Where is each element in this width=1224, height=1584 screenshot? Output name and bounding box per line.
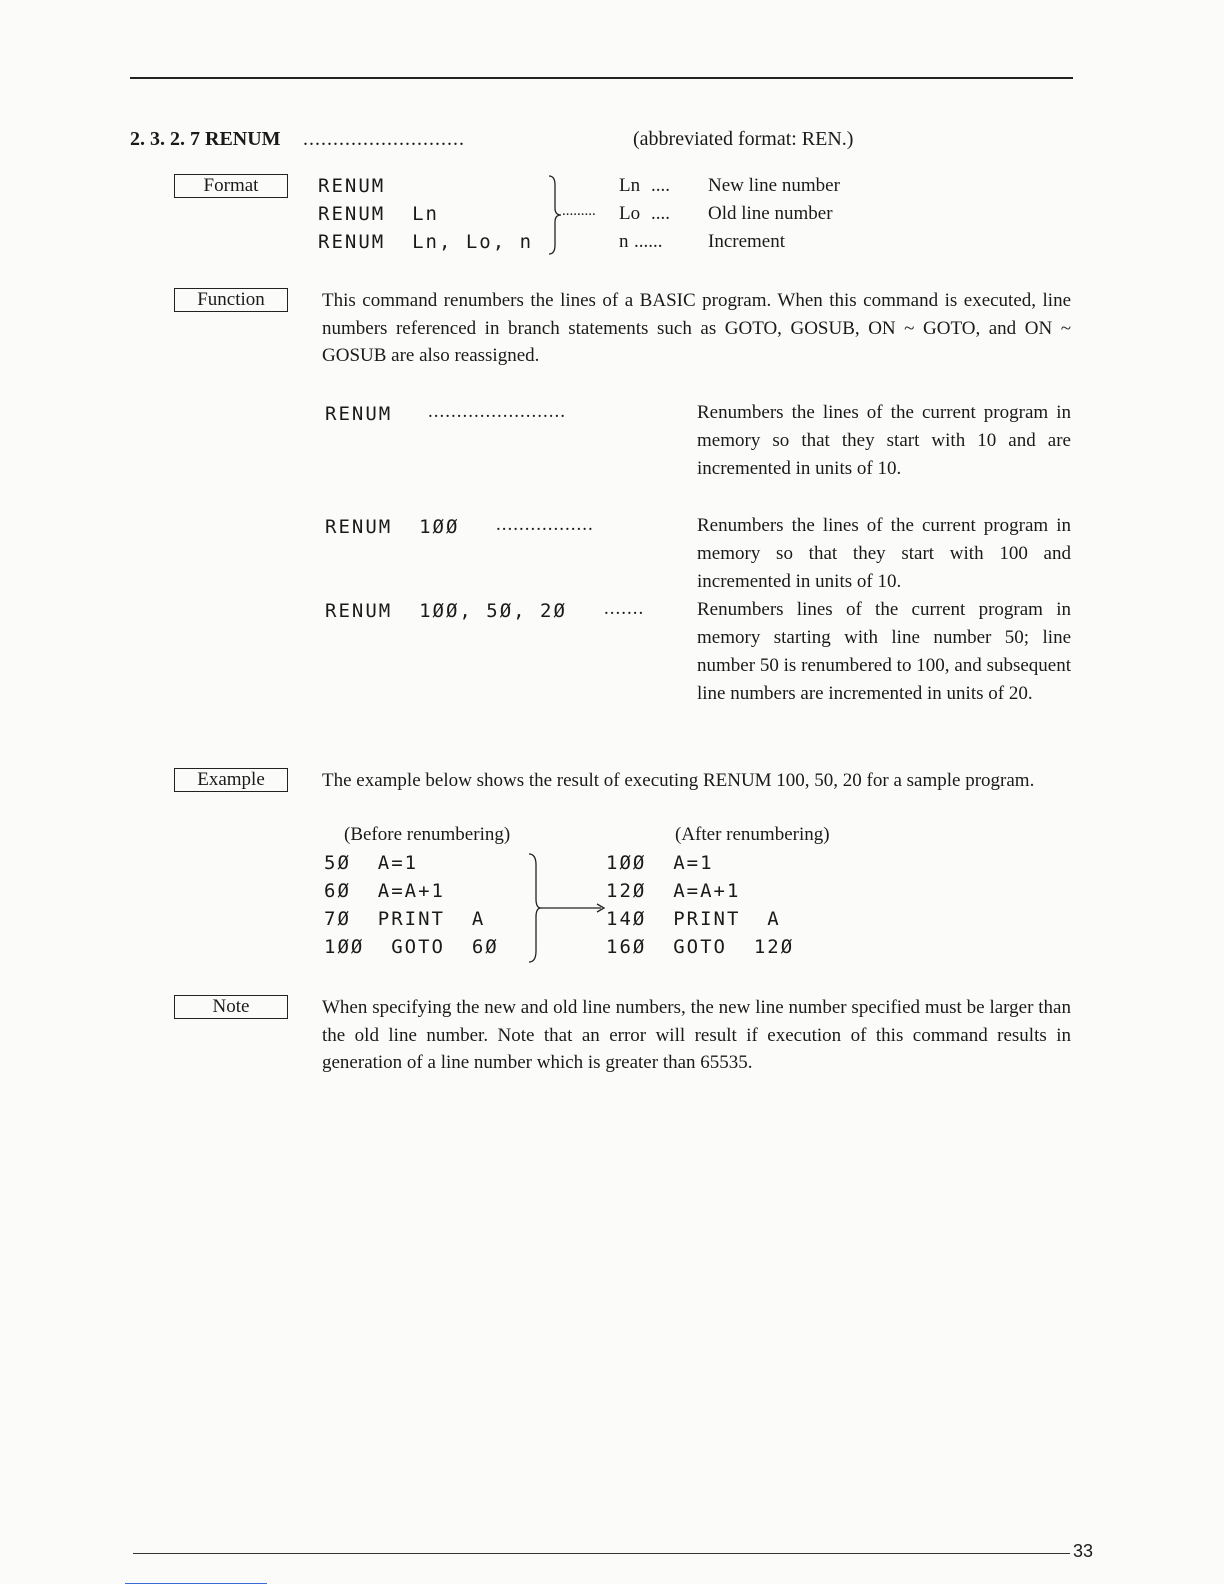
example-text: The example below shows the result of executing RENUM 100, 50, 20 for a sample program. xyxy=(322,770,1035,791)
after-line-2: 12Ø A=A+1 xyxy=(606,880,741,902)
section-abbrev: (abbreviated format: REN.) xyxy=(633,128,854,150)
footer-rule xyxy=(133,1553,1070,1554)
param-lo-leader: .... xyxy=(651,203,670,224)
section-title: 2. 3. 2. 7 RENUM xyxy=(130,128,281,150)
after-line-4: 16Ø GOTO 12Ø xyxy=(606,936,795,958)
function-desc-1: Renumbers the lines of the current program in memory so that they start with 10 and are incremented in units of 10. xyxy=(697,402,1071,479)
example-brace xyxy=(528,853,542,963)
function-desc-3: Renumbers lines of the current program in memory starting with line number 50; line number 50 is renumbered to 100, and subsequent line numbers are incremented in units of 20. xyxy=(697,599,1071,704)
function-label: Function xyxy=(174,288,288,312)
format-line-3: RENUM Ln, Lo, n xyxy=(318,231,534,253)
function-cmd-2: RENUM 1ØØ xyxy=(325,516,460,538)
after-line-1: 1ØØ A=1 xyxy=(606,852,714,874)
function-leader-2: ................. xyxy=(496,514,594,535)
function-cmd-1: RENUM xyxy=(325,403,393,425)
format-line-2: RENUM Ln xyxy=(318,203,439,225)
after-line-3: 14Ø PRINT A xyxy=(606,908,781,930)
param-ln-leader: .... xyxy=(651,175,670,196)
before-line-4: 1ØØ GOTO 6Ø xyxy=(324,936,499,958)
function-cmd-3: RENUM 1ØØ, 5Ø, 2Ø xyxy=(325,600,567,622)
param-ln-name: Ln xyxy=(619,175,641,196)
format-connector: ......... xyxy=(562,203,596,219)
before-line-3: 7Ø PRINT A xyxy=(324,908,486,930)
param-ln-desc: New line number xyxy=(708,175,840,196)
param-n-desc: Increment xyxy=(708,231,786,252)
before-line-2: 6Ø A=A+1 xyxy=(324,880,445,902)
param-lo-desc: Old line number xyxy=(708,203,833,224)
page-number: 33 xyxy=(1073,1541,1094,1561)
example-label: Example xyxy=(174,768,288,792)
function-leader-3: ....... xyxy=(604,598,645,619)
before-line-1: 5Ø A=1 xyxy=(324,852,419,874)
header-rule xyxy=(130,77,1073,79)
format-brace xyxy=(548,175,562,255)
example-arrow-icon xyxy=(541,903,607,913)
function-leader-1: ........................ xyxy=(428,401,566,422)
param-lo-name: Lo xyxy=(619,203,641,224)
note-label: Note xyxy=(174,995,288,1019)
after-caption: (After renumbering) xyxy=(675,824,830,845)
note-text: When specifying the new and old line numbers, the new line number specified must be larger than the old line number. Note that an error will result if execution of this command results in generation of a line number which is greater than 65535. xyxy=(322,997,1071,1073)
format-label: Format xyxy=(174,174,288,198)
before-caption: (Before renumbering) xyxy=(344,824,511,845)
function-desc-2: Renumbers the lines of the current program in memory so that they start with 100 and incremented in units of 10. xyxy=(697,515,1071,592)
param-n-leader: ...... xyxy=(634,231,663,252)
format-line-1: RENUM xyxy=(318,175,386,197)
param-n-name: n xyxy=(619,231,629,252)
function-text: This command renumbers the lines of a BASIC program. When this command is executed, line numbers referenced in branch statements such as GOTO, GOSUB, ON ~ GOTO, and ON ~ GOSUB are also reassigned. xyxy=(322,290,1071,366)
section-leader: ........................... xyxy=(303,128,465,150)
